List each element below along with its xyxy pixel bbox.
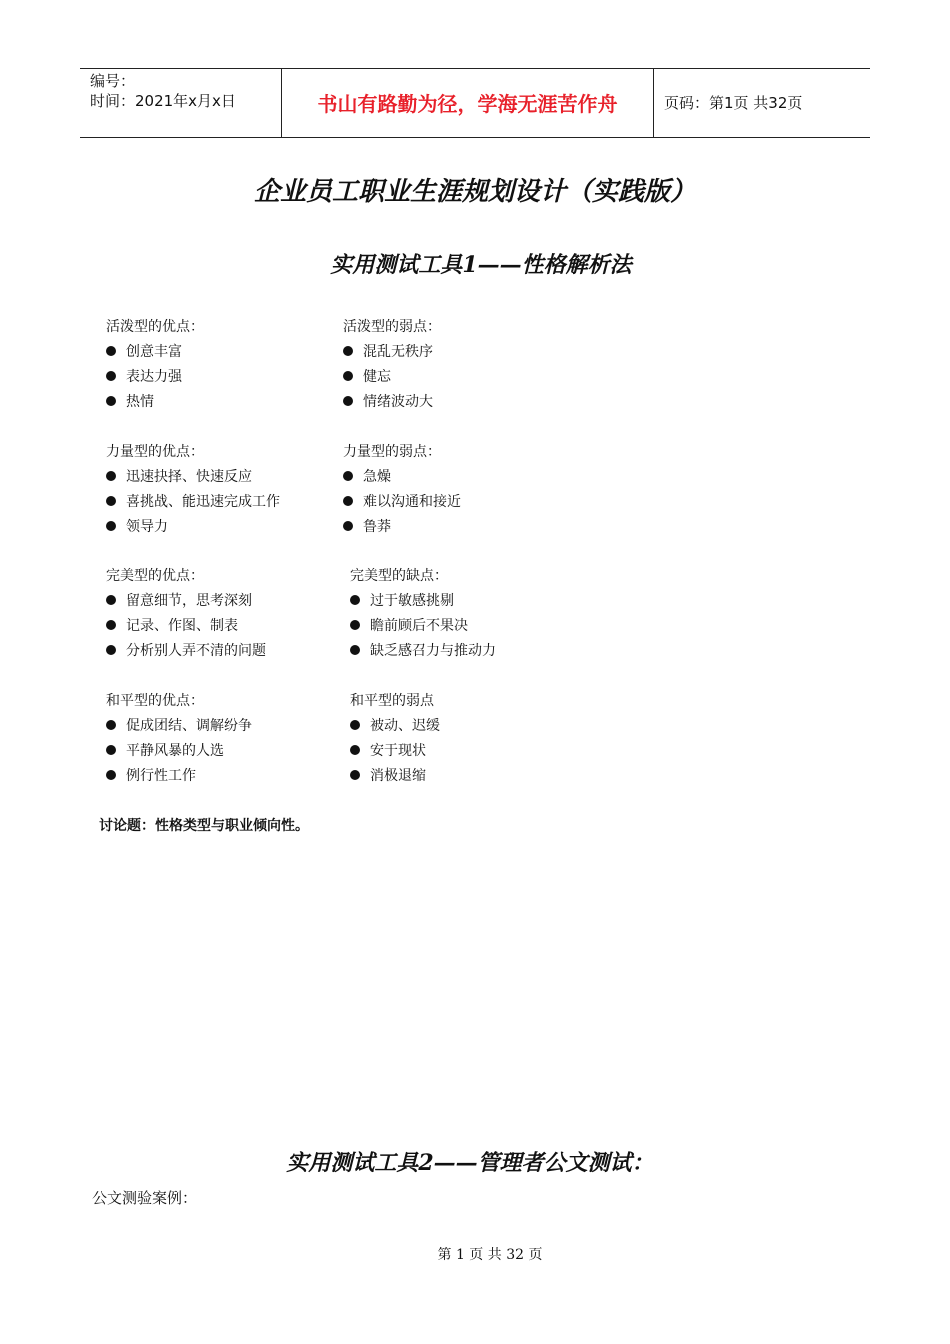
section-title-tool2: 实用测试工具2——管理者公文测试： xyxy=(286,1150,654,1176)
list-item: 表达力强 xyxy=(106,365,204,390)
bullet-icon xyxy=(343,521,353,531)
bullet-icon xyxy=(350,720,360,730)
weaknesses-list xyxy=(343,340,441,415)
bullet-icon xyxy=(106,770,116,780)
list-item: 情绪波动大 xyxy=(343,390,441,415)
list-item: 鲁莽 xyxy=(343,515,461,540)
group-heading: 和平型的优点： xyxy=(106,693,204,709)
list-item: 难以沟通和接近 xyxy=(343,490,461,515)
weaknesses-group xyxy=(343,315,441,415)
list-item: 留意细节，思考深刻 xyxy=(106,589,266,614)
list-item: 过于敏感挑剔 xyxy=(350,589,496,614)
bullet-icon xyxy=(106,645,116,655)
bullet-icon xyxy=(106,496,116,506)
document-header xyxy=(80,68,870,138)
header-motto: 书山有路勤为径，学海无涯苦作舟 xyxy=(317,92,618,116)
list-item: 促成团结、调解纷争 xyxy=(106,714,252,739)
date-label: 时间：2021年x月x日 xyxy=(90,92,236,110)
strengths-group xyxy=(106,440,280,540)
group-heading: 力量型的弱点： xyxy=(343,444,441,460)
weaknesses-group xyxy=(343,440,461,540)
bullet-icon xyxy=(106,396,116,406)
bullet-icon xyxy=(106,471,116,481)
header-page-info: 页码：第1页 共32页 xyxy=(664,94,803,112)
document-title: 企业员工职业生涯规划设计（实践版） xyxy=(253,177,696,207)
bullet-icon xyxy=(350,595,360,605)
list-item: 创意丰富 xyxy=(106,340,204,365)
weaknesses-group xyxy=(350,689,440,789)
bullet-icon xyxy=(343,371,353,381)
strengths-group xyxy=(106,315,204,415)
bullet-icon xyxy=(343,471,353,481)
bullet-icon xyxy=(106,371,116,381)
list-item: 急燥 xyxy=(343,465,461,490)
group-heading: 力量型的优点： xyxy=(106,444,204,460)
bullet-icon xyxy=(106,346,116,356)
weaknesses-list xyxy=(343,465,461,540)
strengths-list xyxy=(106,465,280,540)
group-heading: 活泼型的弱点： xyxy=(343,319,441,335)
discussion-question: 讨论题：性格类型与职业倾向性。 xyxy=(99,818,309,834)
weaknesses-list xyxy=(350,714,440,789)
list-item: 喜挑战、能迅速完成工作 xyxy=(106,490,280,515)
bullet-icon xyxy=(106,595,116,605)
bullet-icon xyxy=(350,770,360,780)
list-item: 迅速抉择、快速反应 xyxy=(106,465,280,490)
list-item: 瞻前顾后不果决 xyxy=(350,614,496,639)
list-item: 热情 xyxy=(106,390,204,415)
section-title-tool1: 实用测试工具1——性格解析法 xyxy=(330,252,632,278)
list-item: 消极退缩 xyxy=(350,764,440,789)
bullet-icon xyxy=(106,521,116,531)
group-heading: 完美型的缺点： xyxy=(350,568,448,584)
header-meta xyxy=(90,71,236,111)
strengths-list xyxy=(106,714,252,789)
list-item: 健忘 xyxy=(343,365,441,390)
list-item: 记录、作图、制表 xyxy=(106,614,266,639)
list-item: 平静风暴的人选 xyxy=(106,739,252,764)
bullet-icon xyxy=(343,496,353,506)
group-heading: 和平型的弱点 xyxy=(350,693,434,709)
bullet-icon xyxy=(350,645,360,655)
bullet-icon xyxy=(350,620,360,630)
strengths-list xyxy=(106,340,204,415)
list-item: 例行性工作 xyxy=(106,764,252,789)
weaknesses-group xyxy=(350,564,496,664)
group-heading: 活泼型的优点： xyxy=(106,319,204,335)
strengths-group xyxy=(106,689,252,789)
list-item: 安于现状 xyxy=(350,739,440,764)
bullet-icon xyxy=(350,745,360,755)
bullet-icon xyxy=(343,396,353,406)
list-item: 领导力 xyxy=(106,515,280,540)
list-item: 缺乏感召力与推动力 xyxy=(350,639,496,664)
strengths-list xyxy=(106,589,266,664)
weaknesses-list xyxy=(350,589,496,664)
list-item: 被动、迟缓 xyxy=(350,714,440,739)
bullet-icon xyxy=(106,720,116,730)
header-divider xyxy=(653,69,654,137)
bullet-icon xyxy=(343,346,353,356)
case-label: 公文测验案例： xyxy=(92,1189,198,1207)
bullet-icon xyxy=(106,745,116,755)
bullet-icon xyxy=(106,620,116,630)
page-footer: 第 1 页 共 32 页 xyxy=(437,1247,543,1263)
number-label: 编号： xyxy=(90,72,136,90)
group-heading: 完美型的优点： xyxy=(106,568,204,584)
list-item: 分析别人弄不清的问题 xyxy=(106,639,266,664)
strengths-group xyxy=(106,564,266,664)
list-item: 混乱无秩序 xyxy=(343,340,441,365)
